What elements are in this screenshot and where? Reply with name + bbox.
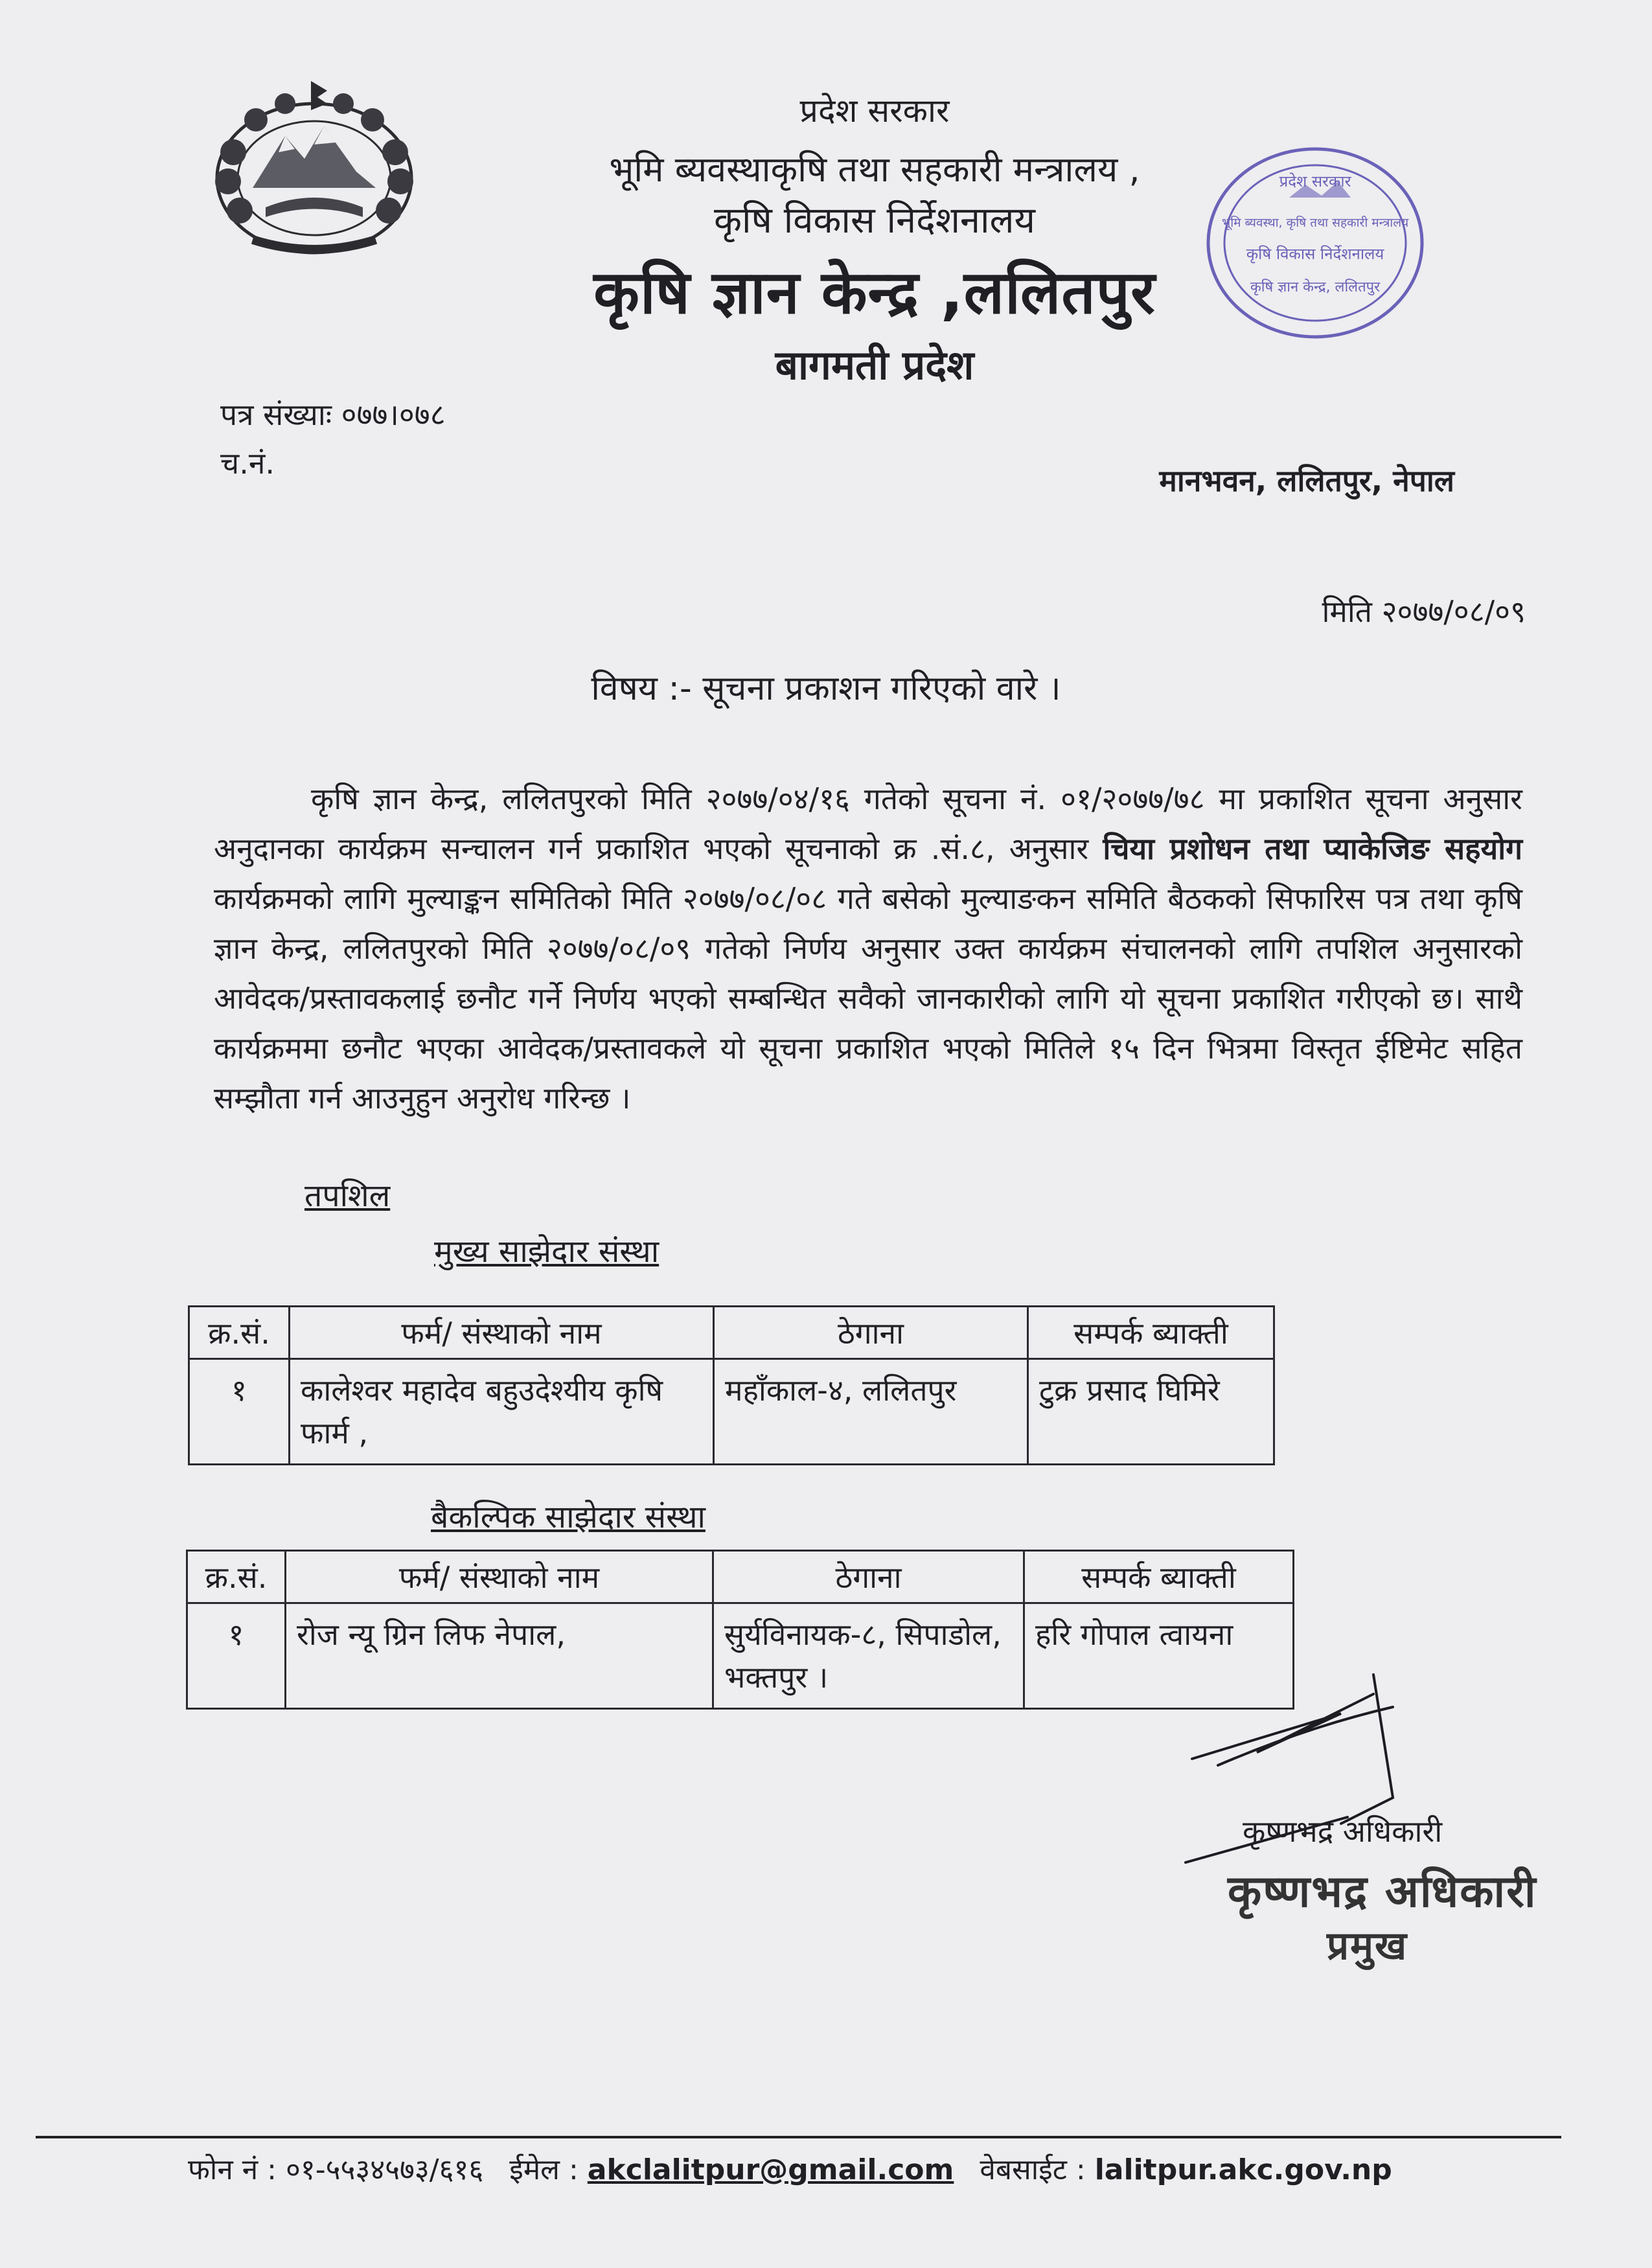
letter-date: मिति २०७७/०८/०९ xyxy=(1322,594,1526,629)
col-address: ठेगाना xyxy=(714,1307,1028,1359)
letterhead-province: बागमती प्रदेश xyxy=(775,341,974,389)
footer-email-link[interactable]: akclalitpur@gmail.com xyxy=(587,2153,954,2186)
col-firm-name: फर्म/ संस्थाको नाम xyxy=(290,1307,714,1359)
col-serial: क्र.सं. xyxy=(187,1551,286,1603)
cell-address: सुर्यविनायक-८, सिपाडोल, भक्तपुर । xyxy=(713,1603,1024,1709)
seal-line-2: भूमि ब्यवस्था, कृषि तथा सहकारी मन्त्रालय xyxy=(1221,216,1409,230)
seal-line-1: प्रदेश सरकार xyxy=(1279,172,1351,190)
letter-number: पत्र संख्याः ०७७।०७८ xyxy=(220,397,446,432)
letterhead-directorate: कृषि विकास निर्देशनालय xyxy=(714,200,1035,242)
notice-body xyxy=(214,774,1522,1123)
main-partner-heading: मुख्य साझेदार संस्था xyxy=(434,1233,660,1270)
letterhead-office-name: कृषि ज्ञान केन्द्र ,ललितपुर xyxy=(593,258,1156,327)
seal-line-3: कृषि विकास निर्देशनालय xyxy=(1246,245,1384,263)
signer-designation: प्रमुख xyxy=(1327,1923,1408,1969)
cell-contact: टुक्र प्रसाद घिमिरे xyxy=(1028,1359,1274,1465)
col-address: ठेगाना xyxy=(713,1551,1024,1603)
letterhead-ministry: भूमि ब्यवस्थाकृषि तथा सहकारी मन्त्रालय , xyxy=(609,149,1140,190)
body-text-2: कार्यक्रमको लागि मुल्याङ्कन समितिको मिति २०७७/०८/०८ गते बसेको मुल्याङकन समिति बैठकको सिफारिस पत्र तथा कृषि ज्ञान केन्द्र, ललितपुरको मिति २०७७/०८/०९ गतेको निर्णय अनुसार उक्त कार्यक्रम संचालनको लागि तपशिल अनुसारको आवेदक/प्रस्तावकलाई छनौट गर्ने निर्णय भएको सम्बन्धित सवैको जानकारीको लागि यो सूचना प्रकाशित गरीएको छ। साथै कार्यक्रममा छनौट भएका आवेदक/प्रस्तावकले यो सूचना प्रकाशित भएको मितिले १५ दिन भित्रमा विस्तृत ईष्टिमेट सहित सम्झौता गर्न आउनुहुन अनुरोध गरिन्छ । xyxy=(214,881,1522,1116)
letterhead-line-1: प्रदेश सरकार xyxy=(799,92,950,130)
footer-website-link[interactable]: lalitpur.akc.gov.np xyxy=(1094,2153,1392,2186)
body-program-name: चिया प्रशोधन तथा प्याकेजिङ सहयोग xyxy=(1103,831,1522,866)
schedule-label: तपशिल xyxy=(304,1178,391,1214)
col-serial: क्र.सं. xyxy=(189,1307,290,1359)
cell-serial: १ xyxy=(189,1359,290,1465)
subject-line: विषय :- सूचना प्रकाशन गरिएको वारे । xyxy=(591,669,1061,708)
body-text-1: कृषि ज्ञान केन्द्र, ललितपुरको मिति २०७७/०४/१६ गतेको सूचना नं. ०१/२०७७/७८ मा प्रकाशित सूचना अनुसार अनुदानका कार्यक्रम सन्चालन गर्न प्रकाशित भएको सूचनाको क्र .सं.८, अनुसार xyxy=(214,781,1522,866)
col-contact: सम्पर्क ब्याक्ती xyxy=(1024,1551,1294,1603)
table-row xyxy=(189,1359,1274,1465)
footer-divider xyxy=(36,2136,1561,2138)
col-contact: सम्पर्क ब्याक्ती xyxy=(1028,1307,1274,1359)
footer-email-label: ईमेल : xyxy=(509,2153,579,2186)
nepal-government-emblem xyxy=(188,74,441,269)
cell-firm-name: कालेश्वर महादेव बहुउदेश्यीय कृषि फार्म , xyxy=(290,1359,714,1465)
footer-website-label: वेबसाईट : xyxy=(980,2153,1086,2186)
cell-contact: हरि गोपाल त्वायना xyxy=(1024,1603,1294,1709)
cell-address: महाँकाल-४, ललितपुर xyxy=(714,1359,1028,1465)
signer-name: कृष्णभद्र अधिकारी xyxy=(1243,1814,1443,1849)
table-header-row xyxy=(189,1307,1274,1359)
alt-partner-heading: बैकल्पिक साझेदार संस्था xyxy=(431,1499,706,1535)
table-row xyxy=(187,1603,1294,1709)
main-partner-table xyxy=(188,1305,1275,1465)
footer-contact xyxy=(188,2149,1392,2188)
cell-firm-name: रोज न्यू ग्रिन लिफ नेपाल, xyxy=(286,1603,713,1709)
office-address: मानभवन, ललितपुर, नेपाल xyxy=(1159,463,1454,498)
alt-partner-table xyxy=(186,1550,1294,1710)
dispatch-number: च.नं. xyxy=(220,446,275,481)
col-firm-name: फर्म/ संस्थाको नाम xyxy=(286,1551,713,1603)
footer-phone: फोन नं : ०१-५५३४५७३/६१६ xyxy=(188,2153,484,2186)
cell-serial: १ xyxy=(187,1603,286,1709)
signer-name-stamp: कृष्णभद्र अधिकारी xyxy=(1228,1866,1537,1918)
table-header-row xyxy=(187,1551,1294,1603)
seal-line-4: कृषि ज्ञान केन्द्र, ललितपुर xyxy=(1250,279,1381,295)
